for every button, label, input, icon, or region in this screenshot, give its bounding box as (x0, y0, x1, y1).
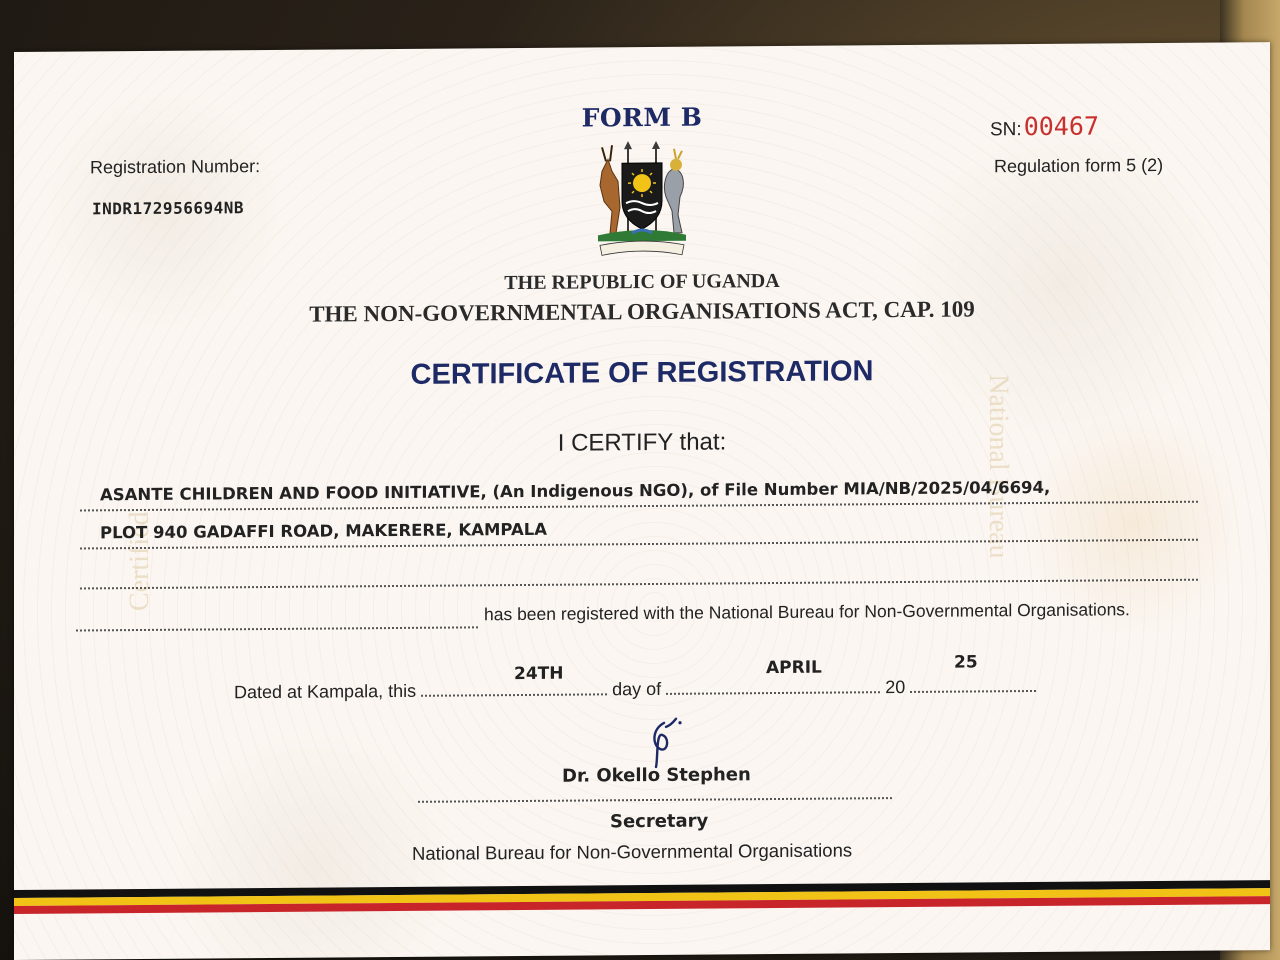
dotted-line (76, 626, 478, 631)
dated-prefix: Dated at Kampala, this (234, 680, 417, 703)
certify-statement: I CERTIFY that: (557, 428, 727, 457)
flag-stripes (14, 880, 1270, 918)
republic-heading: THE REPUBLIC OF UGANDA (504, 269, 780, 295)
organisation-address-line: PLOT 940 GADAFFI ROAD, MAKERERE, KAMPALA (100, 519, 548, 543)
coat-of-arms-icon (588, 141, 696, 260)
registration-number-label: Registration Number: (90, 156, 261, 178)
registration-statement: has been registered with the National Bureau for Non-Governmental Organisations. (484, 599, 1130, 625)
signatory-name: Dr. Okello Stephen (562, 764, 751, 787)
watermark-text: National Bureau (983, 374, 1014, 559)
certificate-paper (14, 42, 1270, 960)
signatory-title: Secretary (610, 810, 709, 833)
dotted-line (666, 690, 880, 695)
dotted-line (80, 579, 1198, 590)
signatory-organisation: National Bureau for Non-Governmental Organisations (412, 839, 853, 864)
organisation-name-line: ASANTE CHILDREN AND FOOD INITIATIVE, (An Indigenous NGO), of File Number MIA/NB/2025/04/6694, (100, 477, 1051, 505)
form-title: FORM B (581, 102, 703, 133)
month-value: APRIL (766, 657, 822, 679)
year-value: 25 (954, 652, 978, 673)
signature-line (418, 797, 892, 803)
dotted-line (910, 689, 1036, 693)
certificate-title: CERTIFICATE OF REGISTRATION (410, 355, 874, 391)
day-of-label: day of (612, 678, 662, 700)
registration-number-value: INDR172956694NB (92, 198, 244, 219)
date-row (234, 676, 1036, 703)
serial-value: 00467 (1023, 111, 1099, 142)
serial-label: SN: (990, 119, 1022, 141)
regulation-form: Regulation form 5 (2) (994, 154, 1164, 177)
year-prefix: 20 (885, 677, 906, 698)
dotted-line (421, 692, 607, 696)
serial-number (990, 111, 1099, 141)
day-value: 24TH (514, 663, 564, 685)
watermark-text: Certified (124, 511, 155, 612)
act-heading: THE NON-GOVERNMENTAL ORGANISATIONS ACT, CAP. 109 (309, 296, 975, 327)
